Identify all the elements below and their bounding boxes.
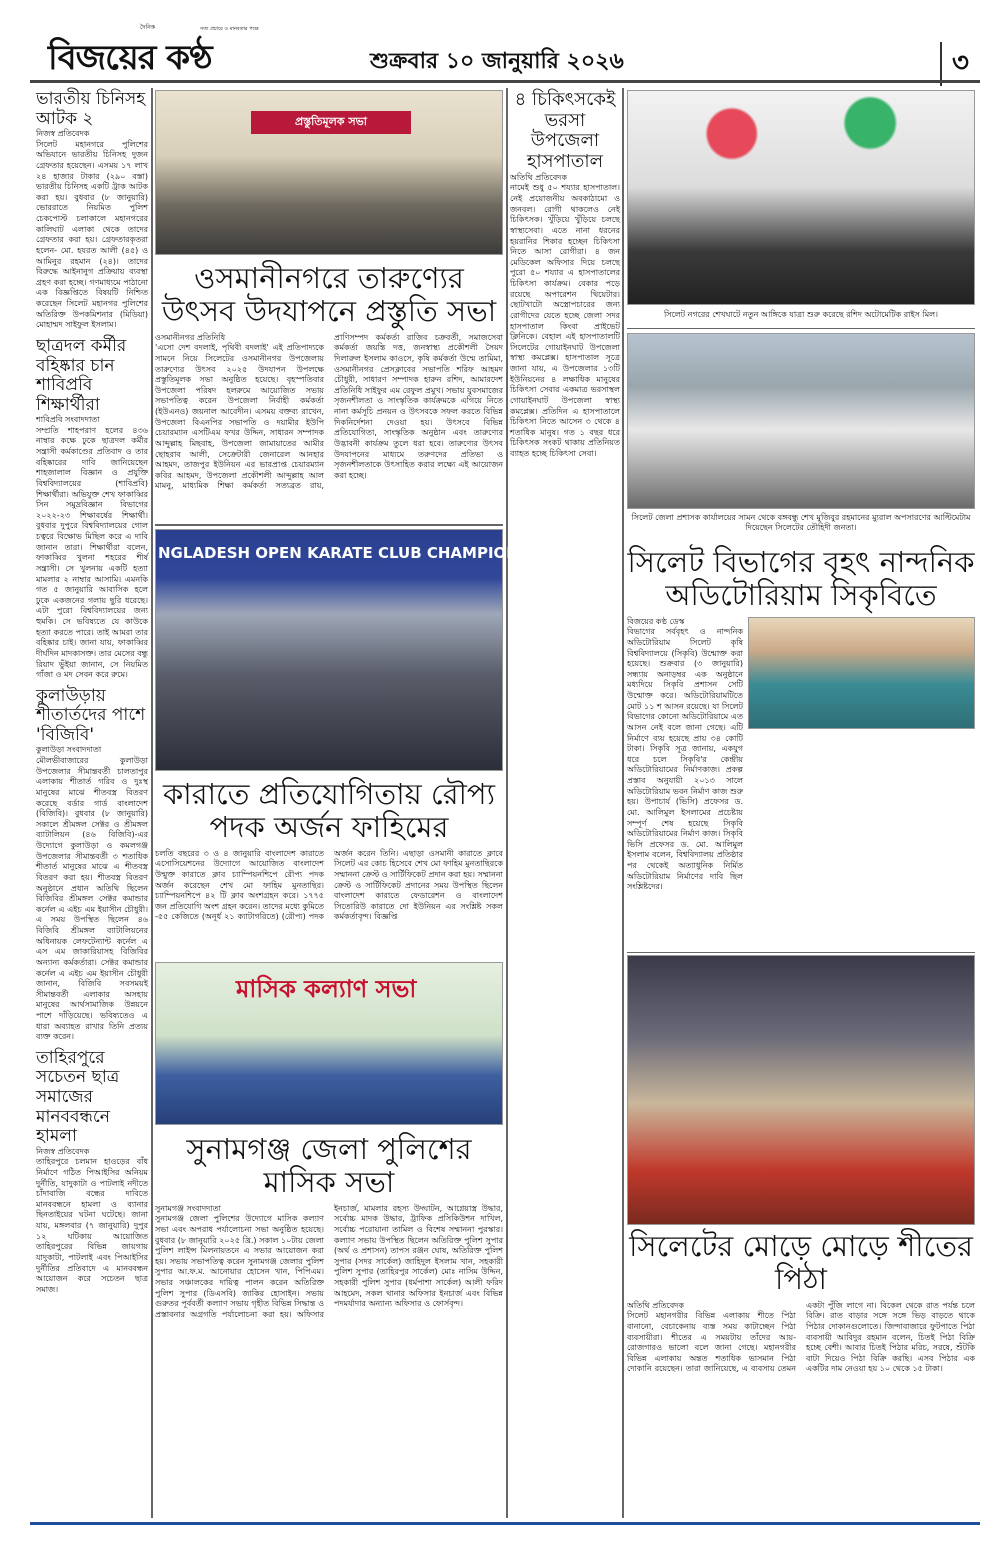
article-hospital (510, 90, 620, 1520)
headline: ছাত্রদল কর্মীর বহিষ্কার চান শাবিপ্রবি শিক্ষার্থীরা (36, 335, 127, 415)
left-column (36, 90, 148, 1520)
headline: তাহিরপুরে সচেতন ছাত্র সমাজের মানববন্ধনে হামলা (36, 1047, 120, 1147)
article-body: সিলেট মহানগরে পুলিশের অভিযানে ভারতীয় চিনিসহ দুজন গ্রেফতার হয়েছেন। এসময় ১৭ লাখ ২৪ হাজার টাকার (২৯০ বস্তা) ভারতীয় চিনিসহ একটি ট্রাক আটক করা হয়। বুধবার (৮ জানুয়ারি) ভোররাতে নিয়মিত পুলিশ চেকপোস্ট চলাকালে মহানগরের কালিঘাট এলাকা থেকে তাদের গ্রেফতার করা হয়। গ্রেফতারকৃতরা হলেন- মো. হযরত আলী (৪৫) ও আমিনুর রহমান (২৪)। তাদের বিরুদ্ধে আইনানুগ প্রক্রিয়ায় ব্যবস্থা গ্রহণ করা হচ্ছে। গণমাধ্যমে পাঠানো এক বিজ্ঞপ্তিতে বিষয়টি নিশ্চিত করেছেন সিলেট মহানগর পুলিশের অতিরিক্ত উপকমিশনার (মিডিয়া) মোহাম্মদ সাইফুল ইসলাম। (36, 139, 148, 330)
article-sunamganj-body (155, 1204, 503, 1517)
bottom-rule (30, 1522, 980, 1525)
divider (155, 524, 503, 526)
byline: নিজস্ব প্রতিবেদক (36, 129, 90, 139)
byline: অতিথি প্রতিবেদক (510, 172, 567, 182)
article-auditorium-intro (627, 617, 743, 949)
article-karate-body (155, 849, 503, 958)
newspaper-logo: বিজয়ের কণ্ঠ (48, 38, 212, 78)
auditorium-photo (748, 617, 975, 729)
article-osmaninagar-body (155, 333, 503, 522)
article-body: মৌলভীবাজারের কুলাউড়া উপজেলার সীমান্তবর্তী চালতাপুর এলাকায় শীতার্ত গরিব ও দুঃস্থ মানুষের মাঝে শীতবস্ত্র বিতরণ করেছে বর্ডার গার্ড বাংলাদেশ (বিজিবি)। বুধবার (৮ জানুয়ারি) সকালে শ্রীমঙ্গল সেক্টর ও শ্রীমঙ্গল ব্যাটালিয়ন (৪৬ বিজিবি)-এর উদ্যোগে কুলাউড়া ও কমলগঞ্জ উপজেলার সীমান্তবর্তী ৩ শতাধিক শীতার্ত মানুষের মাঝে এ শীতবস্ত্র বিতরণ করা হয়। শীতবস্ত্র বিতরণ অনুষ্ঠানে প্রধান অতিথি ছিলেন বিজিবির শ্রীমঙ্গল সেক্টর কমান্ডার কর্নেল এ এইচ এম ইয়াসীন চৌধুরী। এ সময় উপস্থিত ছিলেন ৪৬ বিজিবি শ্রীমঙ্গল ব্যাটালিয়নের অধিনায়ক লেফটেন্যান্ট কর্নেল এ এস এম জাকারিয়াসহ বিজিবির অন্যান্য কর্মকর্তারা। সেক্টর কমান্ডার কর্নেল এ এইচ এম ইয়াসীন চৌধুরী জানান, বিজিবি সবসময়ই সীমান্তবর্তী এলাকার অসহায় মানুষের আর্থসামাজিক উন্নয়নে পাশে দাঁড়িয়েছে। ভবিষ্যতেও এ ধারা অব্যাহত রাখার তিনি প্রত্যয় ব্যক্ত করেন। (36, 756, 148, 1042)
rice-mill-inauguration-photo (627, 90, 975, 305)
photo-caption: সিলেট নগরের শেখঘাটে নতুন আঙ্গিকে যাত্রা শুরু করেছে রশিদ অটোমেটিক রাইস মিল। (664, 310, 938, 319)
headline-karate: কারাতে প্রতিযোগিতায় রৌপ্য পদক অর্জন ফাহিমের (162, 777, 496, 845)
byline: শাবিপ্রবি সংবাদদাতা (36, 415, 100, 425)
article-chini (36, 90, 148, 331)
protest-rally-photo (627, 333, 975, 509)
headline: ৪ চিকিৎসকেই ভরসা উপজেলা হাসপাতাল (514, 89, 616, 173)
byline: ওসমানীনগর প্রতিনিধি (155, 332, 226, 342)
article-body: সম্প্রতি শাহপরাণ হলের ৪৩৬ নাম্বার কক্ষে ঢুকে ছাত্রদল কর্মীর সন্ত্রাসী কর্মকাণ্ডের প্রতিবাদ ও তার বহিষ্কারের দাবি জানিয়েছেন শাহজালাল বিজ্ঞান ও প্রযুক্তি বিশ্ববিদ্যালয়ের (শাবিপ্রবি) শিক্ষার্থীরা। অভিযুক্ত শেখ ফাকাব্বির সিন সমুদ্রবিজ্ঞান বিভাগের ২০২২-২৩ শিক্ষাবর্ষের শিক্ষার্থী। বুধবার দুপুরে বিশ্ববিদ্যালয়ের গোল চত্বরে বিক্ষোভ মিছিল করে এ দাবি জানান তারা। শিক্ষার্থীরা বলেন, ফাকাব্বির খুলনা শহরের শীর্ষ সন্ত্রাসী। সে খুলনায় একটি হত্যা মামলার ২ নাম্বার আসামি। এমনকি গত ৫ জানুয়ারি আবাসিক হলে ঢুকে একজনের গলায় ছুরি ধরেছে। এটা পুরো বিশ্ববিদ্যালয়ের জন্য হুমকি। সে ভবিষ্যতে যে কাউকে হত্যা করতে পারে। তাই আমরা তার বহিষ্কার চাই। জানা যায়, ফাকাব্বির দীর্ঘদিন মাদকাসক্ত। তার মেসের বন্ধু রিয়াদ ভুঁইয়া জানান, সে নিয়মিত গাঁজা ও মদ সেবন করে রুমে। (36, 425, 148, 680)
article-body: বিভাগের সর্ববৃহৎ ও নান্দনিক অডিটোরিয়াম সিলেট কৃষি বিশ্ববিদ্যালয়ে (সিকৃবি) উন্মোক্ত করা হয়েছে। শুক্রবার (৩ জানুয়ারি) সন্ধ্যায় অনাড়ম্বর এক অনুষ্ঠানে মধ্যদিয়ে সিকৃবি প্রশাসন সেটি উন্মোক্ত করে। অডিটোরিয়ামটিতে মোট ১১ শ আসন রয়েছে। যা সিলেট বিভাগের কোনো অডিটোরিয়ামে এত আসন নেই বলে জানা গেছে। এটি নির্মাণে ব্যয় হয়েছে প্রায় ৩৪ কোটি টাকা। সিকৃবি সূত্র জানায়, একযুগ ধরে চলে সিকৃবি'র কেন্দ্রীয় অডিটোরিয়ামের নির্মাণকাজ। প্রকল্প প্রস্তাব অনুযায়ী ২০১৩ সালে অডিটোরিয়াম ভবন নির্মাণ কাজ শুরু হয়। উপাচার্য (ভিসি) প্রফেসর ড. মো. আলিমুল ইসলামের প্রচেষ্টায় সম্পূর্ণ শেষ হয়েছে সিকৃবি অডিটোরিয়ামের নির্মাণ কাজ। সিকৃবি ভিসি প্রফেসর ড. মো. আলিমুল ইসলাম বলেন, বিশ্ববিদ্যালয় প্রতিষ্ঠার পর থেকেই অত্যাধুনিক নির্মিত অডিটোরিয়াম নির্মাণের দাবি ছিল সংশ্লিষ্টদের। (627, 627, 743, 892)
column-divider (151, 88, 153, 1518)
headline-sunamganj: সুনামগঞ্জ জেলা পুলিশের মাসিক সভা (186, 1132, 472, 1200)
article-body: 'এসো দেশ বদলাই, পৃথিবী বদলাই' এই প্রতিপাদ্যকে সামনে নিয়ে সিলেটের ওসমানীনগর উপজেলায় তারুণ্যের উৎসব ২০২৫ উদযাপন উপলক্ষে প্রস্তুতিমূলক সভা অনুষ্ঠিত হয়েছে। বৃহস্পতিবার উপজেলা পরিষদ হলরুমে আয়োজিত সভায় সভাপতিত্ব করেন উপজেলা নির্বাহী কর্মকর্তা (ইউএনও) জয়নাল আবেদীন। এসময় বক্তব্য রাখেন, উপজেলা বিএনপির সভাপতি ও দয়ামীর ইউপি চেয়ারম্যান এসটিএম ফখর উদ্দিন, সাধারন সম্পাদক আব্দুল্লাহ মিছবাহ, উপজেলা জামায়াতের আমীর ছোহরাব আলী, সেক্রেটারী জেনারেল আনহার আহমদ, তাজপুর ইউনিয়ন এর ভারপ্রাপ্ত চেয়ারম্যান কবির আহমদ, উপজেলা প্রকৌশলী আব্দুল্লাহ আল মামনু, মাধ্যমিক শিক্ষা কর্মকর্তা সত্যব্রত রায়, প্রাণিসম্পদ কর্মকর্তা রাজিব চক্রবর্তী, সমাজসেবা কর্মকর্তা জয়ন্তি দত্ত, জনস্বাস্থ্য প্রকৌশলী সৈয়দ দিলারুল ইসলাম কাওসে, কৃষি কর্মকর্তা উম্মে তামিমা, ওসমানীনগর প্রেসক্লাবের সভাপতি শরিফ আহমদ চৌধুরী, সাধারণ সম্পাদক হারুন রশিদ, আমারদেশ প্রতিনিধি সাইফুর এম রেফুল প্রমুখ। সভায় যুবসমাজের সৃজনশীলতা ও সাংস্কৃতিক কার্যক্রমকে এগিয়ে নিতে নানা কর্মসূচি প্রনয়ন ও উৎসবকে সফল করতে বিভিন্ন দিকনির্দেশনা দেওয়া হয়। উৎসবে বিভিন্ন প্রতিযোগিতা, সাংস্কৃতিক অনুষ্ঠান এবং তারুণ্যের উদ্ভাবনী কার্যক্রম তুলে ধরা হবে। তারুণ্যের উৎসব উদযাপনের মাধ্যমে তরুণদের প্রতিভা ও সৃজনশীলতাকে উৎসাহিত করার লক্ষ্যে এই আয়োজন করা হচ্ছে। (155, 332, 503, 491)
article-tahirpur (36, 1049, 148, 1295)
headline: ভারতীয় চিনিসহ আটক ২ (36, 89, 146, 129)
headline-pitha: সিলেটের মোড়ে মোড়ে শীতের পিঠা (629, 1229, 973, 1297)
photo-caption: সিলেট জেলা প্রশাসক কার্যালয়ের সামন থেকে বঙ্গবন্ধু শেখ মুজিবুর রহমানের ম্যুরাল অপসারণের আল্টিমেটাম দিয়েছেন সিলেটের তৌহিদী জনতা। (631, 513, 971, 533)
byline: বিজয়ের কণ্ঠ ডেস্ক (627, 616, 685, 626)
column-divider (622, 88, 624, 1518)
article-pitha (627, 1230, 975, 1517)
masthead-daily: দৈনিক (140, 24, 156, 31)
masthead-tagline: সত্য প্রচারে ও মানবতার পক্ষে (200, 26, 259, 32)
article-body: চলতি বছরের ৩ ও ৪ জানুয়ারি বাংলাদেশ কারাতে এসোসিয়েশনের উদ্যোগে আয়োজিত বাংলাদেশ উন্মুক্ত কারাতে ক্লাব চ্যাম্পিয়নশিপে রৌপ্য পদক অর্জন করেছেন শেখ মো ফাহিম মুনতাছির। চ্যাম্পিয়নশিপে ৪২ টি ক্লাব অংশগ্রহন করে। ১৭৭৫ জন প্রতিযোগি অংশ গ্রহন করেন। তাদের মধ্যে কুমিতে -৫৫ কেজিতে (অনূর্ধ ২১ ক্যাটাগরিতে) (রৌপ্য) পদক অর্জন করেন তিনি। এছাড়া ওসমানী কারাতে ক্লাবে সিলেট এর কোচ হিসেবে শেখ মো ফাহিম মুনতাছিরকে সম্মাননা ক্রেস্ট ও সার্টিফিকেট প্রদান করা হয়। সম্মাননা ক্রেস্ট ও সার্টিফিকেট প্রদানের সময় উপস্থিত ছিলেন বাংলাদেশ কারাতে ফেডারেশন ও বাংলাদেশ সিতোরিউ কারাতে দো ইউনিয়ন এর সংশ্লিষ্ট সকল কর্মকর্তাবৃন্দ। বিজ্ঞপ্তি (155, 848, 503, 922)
article-body: সুনামগঞ্জ জেলা পুলিশের উদ্যোগে মাসিক কল্যাণ সভা এবং অপরাধ পর্যালোচনা সভা অনুষ্ঠিত হয়েছে। বুধবার (৮ জানুয়ারি ২০২৫ খ্রি.) সকাল ১০টায় জেলা পুলিশ লাইন্স মিলনায়তনে এ সভার আয়োজন করা হয়। সভায় সভাপতিত্ব করেন সুনামগঞ্জ জেলার পুলিশ সুপার আ.ফ.ম. আনোয়ার হোসেন খান, পিপিএম। সভার সঞ্চালকের দায়িত্ব পালন করেন অতিরিক্ত পুলিশ সুপার (ডিএসবি) জাকির হোসাইন। সভায় গুরুতর পূর্ববর্তী কল্যাণ সভায় গৃহীত বিভিন্ন সিদ্ধান্ত ও প্রস্তাবনার অগ্রগতি পর্যালোচনা করা হয়। অফিসার ইনচার্জ, মামলার রহস্য উদ্ঘাটন, আগ্নেয়াস্ত্র উদ্ধার, সর্বোচ্চ মাদক উদ্ধার, ট্রাফিক প্রসিকিউশন দাখিল, সর্বোচ্চ পরোয়ানা তামিল ও বিশেষ সম্মাননা পুরস্কার। কল্যাণ সভায় উপস্থিত ছিলেন অতিরিক্ত পুলিশ সুপার (অর্থ ও প্রশাসন) তাপস রঞ্জন ঘোষ, অতিরিক্ত পুলিশ সুপার (সদর সার্কেল) জাহিদুল ইসলাম খান, সহকারী পুলিশ সুপার (তাহিরপুর সার্কেল) মোঃ নাসিম উদ্দিন, সহকারী পুলিশ সুপার (ধর্মপাশা সার্কেল) আলী ফরিদ আহমেদ, সকল থানার অফিসার ইনচার্জ এবং বিভিন্ন পদমর্যাদার অন্যান্য অফিসার ও ফোর্সবৃন্দ। (155, 1203, 503, 1319)
byline: কুলাউড়া সংবাদদাতা (36, 745, 102, 755)
article-kulaura (36, 687, 148, 1043)
divider (627, 328, 975, 329)
article-karate (155, 778, 503, 958)
auditorium-content (627, 617, 975, 949)
article-body: তাহিরপুরে চলমান হাওড়ের বাঁধ নির্মাণে গঠিত পিআইসির অনিয়ম দুর্নীতি, যাদুকাটা ও পাটলাই নদীতে চাঁদাবাজি বন্ধের দাবিতে মানববন্ধনে হামলা ও ব্যানার ছিনতাইয়ের ঘটনা ঘটেছে। জানা যায়, মঙ্গলবার (৭ জানুয়ারি) দুপুর ১২ ঘটিকায় আয়োজিত তাহিরপুরের বিভিন্ন জায়গায় যাদুকাটা, পাটলাই এবং পিআইসির দুর্নীতির প্রতিবাদে এ মানববন্ধন আয়োজন করে সচেতন ছাত্র সমাজ। (36, 1157, 148, 1294)
article-body: সিলেট মহানগরীর বিভিন্ন এলাকায় শীতে পিঠা বানানো, বেচাকেনায় ব্যস্ত সময় কাটাচ্ছেন পিঠা ব্যবসায়ীরা। শীতের এ সময়টায় তাঁদের আয়-রোজগারও ভালো বলে জানা গেছে। মহানগরীর বিভিন্ন এলাকায় অন্তত শতাধিক ভাসমান পিঠা দোকানি রয়েছেন। তারা জানিয়েছে, এ ব্যবসায় তেমন একটা পুঁজি লাগে না। বিকেল থেকে রাত পর্যন্ত চলে বিক্রি। রাত বাড়ার সঙ্গে সঙ্গে ভিড় বাড়তে থাকে পিঠার দোকানগুলোতে। জিন্দাবাজারে ফুটপাতে পিঠা ব্যবসায়ী আবিদুর রহমান বলেন, চিতই পিঠা বিক্রি হচ্ছে বেশী। আবার চিতই পিঠার মরিচ, সরষে, শুঁটকি বাটা দিয়েও পিঠা বিক্রি করছি। এসব পিঠার এক একটির দাম নেওয়া হয় ১০ থেকে ১৫ টাকা। (627, 1300, 975, 1374)
divider (627, 952, 975, 953)
article-sunamganj (155, 1133, 503, 1517)
headline-auditorium: সিলেট বিভাগের বৃহৎ নান্দনিক অডিটোরিয়াম সিকৃবিতে (627, 545, 975, 613)
column-divider (506, 88, 508, 1518)
article-auditorium (627, 546, 975, 949)
pitha-vendor-photo (627, 955, 975, 1225)
byline: অতিথি প্রতিবেদক (627, 1300, 684, 1310)
top-rule (30, 80, 980, 83)
meeting-photo (155, 90, 503, 255)
headline-osmaninagar: ওসমানীনগরে তারুণ্যের উৎসব উদযাপনে প্রস্তুতি সভা (161, 261, 497, 329)
article-shabipro (36, 337, 148, 681)
byline: নিজস্ব প্রতিবেদক (36, 1146, 90, 1156)
issue-date: শুক্রবার ১০ জানুয়ারি ২০২৬ (370, 49, 624, 74)
page-number: ৩ (940, 42, 969, 86)
byline: সুনামগঞ্জ সংবাদদাতা (155, 1203, 221, 1213)
karate-award-photo (155, 529, 606, 771)
headline: কুলাউড়ায় শীতার্তদের পাশে 'বিজিবি' (36, 685, 146, 745)
article-osmaninagar (155, 262, 503, 522)
article-pitha-body (627, 1301, 975, 1517)
article-body: নামেই শুধু ৫০ শয্যার হাসপাতাল। নেই প্রয়োজনীয় অবকাঠামো ও জনবল। রোগী থাকলেও নেই চিকিৎসক। খুঁড়িয়ে খুঁড়িয়ে চলছে স্বাস্থ্যসেবা। এতে নানা ধরনের হয়রানির শিকার হচ্ছেন চিকিৎসা নিতে আসা রোগীরা। ৪ জন মেডিকেল অফিসার দিয়ে চলছে পুরো ৫০ শয্যার এ হাসপাতালের চিকিৎসা কার্যক্রম। বেকার পড়ে রয়েছে অপারেশন থিয়েটার। ছোটখাটো অস্ত্রোপচারের জন্য রোগীদের যেতে হচ্ছে জেলা সদর হাসপাতাল কিংবা প্রাইভেট ক্লিনিকে। বেহাল এই হাসপাতালটি সিলেটের গোয়াইনঘাট উপজেলা স্বাস্থ্য কমপ্লেক্স। হাসপাতাল সূত্রে জানা যায়, এ উপজেলার ১৩টি ইউনিয়নের ৪ লক্ষাধিক মানুষের চিকিৎসা সেবার একমাত্র ভরসাস্থল গোয়াইনঘাট উপজেলা স্বাস্থ্য কমপ্লেক্স। প্রতিদিন এ হাসপাতালে চিকিৎসা নিতে আসেন ৩ থেকে ৪ শতাধিক মানুষ। গত ১ বছর ধরে চিকিৎসক সংকট থাকায় প্রতিনিয়ত ব্যাহত হচ্ছে চিকিৎসা সেবা। (510, 183, 620, 458)
photo-banner-text: প্রস্তুতিমূলক সভা (251, 111, 411, 134)
photo-banner-text: NGLADESH OPEN KARATE CLUB CHAMPIONSHIP 2025 (158, 544, 606, 562)
police-meeting-photo (155, 962, 503, 1125)
photo-banner-text: মাসিক কল্যাণ সভা (236, 975, 417, 1003)
